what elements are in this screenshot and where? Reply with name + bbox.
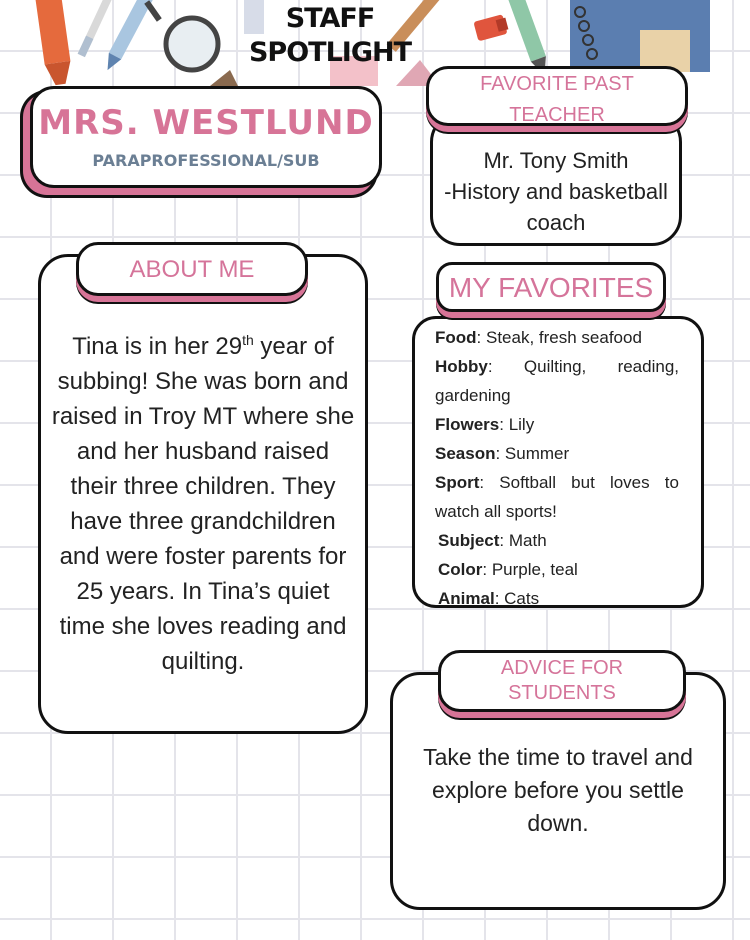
favorite-teacher-text xyxy=(439,145,673,238)
favorite-item-color: Color: Purple, teal xyxy=(438,560,578,579)
advice-text: Take the time to travel and explore before you settle down. xyxy=(423,744,693,836)
favorite-teacher-heading-line-2: TEACHER xyxy=(509,104,605,126)
about-text xyxy=(51,323,355,679)
advice-heading-line-1: ADVICE FOR xyxy=(500,657,624,679)
favorite-item-hobby: Hobby: Quilting, reading, gardening xyxy=(435,357,679,405)
favorites-heading: MY FAVORITES xyxy=(436,262,666,312)
title-line-2: SPOTLIGHT xyxy=(248,37,412,68)
favorite-teacher-line-1: Mr. Tony Smith xyxy=(483,148,629,173)
title-line-1: STAFF xyxy=(285,3,375,34)
favorite-item-sport: Sport: Softball but loves to watch all sports! xyxy=(435,473,679,521)
favorite-item-food: Food: Steak, fresh seafood xyxy=(435,328,642,347)
favorite-item-flowers: Flowers: Lily xyxy=(435,415,535,434)
favorites-list xyxy=(435,323,679,613)
favorites-card xyxy=(412,316,704,608)
about-text-superscript: th xyxy=(242,332,254,348)
favorite-teacher-heading xyxy=(426,66,688,126)
about-card xyxy=(38,254,368,734)
favorite-teacher-heading-line-1: FAVORITE PAST xyxy=(480,73,634,95)
advice-heading-line-2: STUDENTS xyxy=(508,682,616,704)
name-card xyxy=(30,86,382,188)
staff-role: PARAPROFESSIONAL/SUB xyxy=(92,151,320,170)
about-text-rest: year of subbing! She was born and raised in Troy MT where she and her husband raised their three children. They have three grandchildren and were foster parents for 25 years. In Tina’s quiet time she loves reading and quilting. xyxy=(51,333,355,675)
about-heading: ABOUT ME xyxy=(76,242,308,296)
favorite-teacher-line-2: -History and basketball xyxy=(444,179,668,204)
favorite-item-subject: Subject: Math xyxy=(438,531,547,550)
staff-name: MRS. WESTLUND xyxy=(38,103,374,143)
favorite-teacher-line-3: coach xyxy=(526,210,586,235)
favorite-item-animal: Animal: Cats xyxy=(438,589,540,608)
favorite-item-season: Season: Summer xyxy=(435,444,570,463)
about-text-start: Tina is in her 29 xyxy=(72,333,243,360)
favorite-teacher-card xyxy=(430,112,682,246)
advice-heading xyxy=(438,650,686,712)
page-title xyxy=(230,2,430,70)
